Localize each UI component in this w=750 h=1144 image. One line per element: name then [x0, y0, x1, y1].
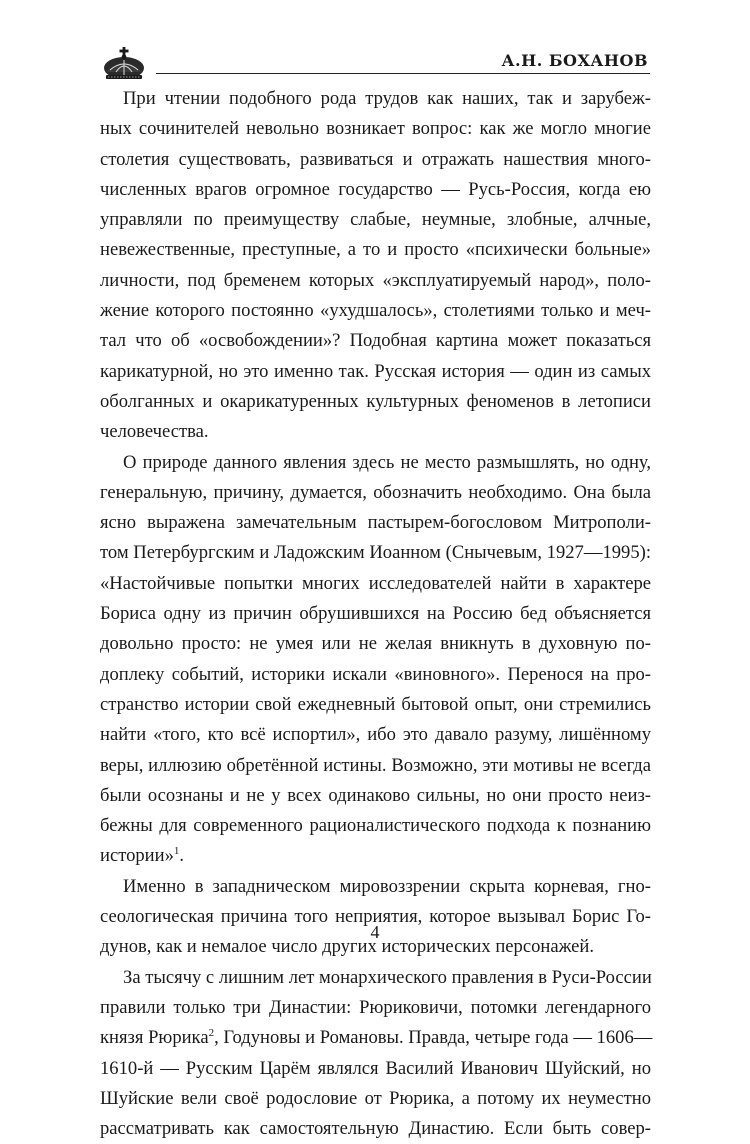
text-line: численных врагов огромное государство — Русь-Россия, когда ею — [100, 178, 651, 200]
text-line: странство истории свой ежедневный бытовой опыт, они стремились — [100, 693, 651, 715]
text-line: генеральную, причину, думается, обозначить необходимо. Она была — [100, 481, 651, 503]
text-segment: . — [179, 845, 185, 867]
text-line: За тысячу с лишним лет монархического правления в Руси-России — [123, 966, 652, 988]
text-line: сеологическая причина того неприятия, которое вызывал Борис Го- — [100, 906, 651, 928]
text-line: оболганных и окарикатуренных культурных феноменов в летописи — [100, 390, 651, 412]
footnote-mark[interactable]: 1 — [173, 845, 180, 858]
crown-icon — [100, 42, 148, 82]
text-line — [100, 841, 651, 871]
text-segment: , Годуновы и Романовы. Правда, четыре года — 1606— — [214, 1027, 653, 1049]
text-line: довольно просто: не умея или не желая вникнуть в духовную по- — [100, 633, 651, 655]
text-line: тал что об «освобождении»? Подобная картина может показаться — [100, 330, 651, 352]
text-segment: истории» — [100, 845, 174, 867]
text-line: При чтении подобного рода трудов как наших, так и зарубеж- — [123, 88, 651, 109]
text-line: управляли по преимуществу слабые, неумные, злобные, алчные, — [100, 209, 651, 231]
header-rule — [156, 73, 650, 74]
text-line: карикатурной, но это именно так. Русская история — один из самых — [100, 360, 651, 382]
text-line: столетия существовать, развиваться и отражать нашествия много- — [100, 148, 651, 170]
text-line: жение которого постоянно «ухудшалось», столетиями только и меч- — [100, 300, 651, 322]
paragraph-3 — [100, 872, 651, 963]
text-line: «Настойчивые попытки многих исследователей найти в характере — [100, 572, 651, 594]
text-line: бежны для современного рационалистического подхода к познанию — [100, 815, 651, 837]
text-line: дунов, как и немалое число других исторических персонажей. — [100, 936, 595, 958]
text-line: Бориса одну из причин обрушившихся на Россию бед объясняется — [100, 603, 651, 625]
paragraph-4 — [100, 963, 651, 1144]
running-header — [100, 42, 650, 82]
text-line: ных сочинителей невольно возникает вопрос: как же могло многие — [100, 118, 651, 140]
text-line: Шуйские вели своё родословие от Рюрика, а потому их неуместно — [100, 1087, 651, 1109]
text-line: рассматривать как самостоятельную Династию. Если быть совер- — [100, 1118, 651, 1140]
text-line: найти «того, кто всё испортил», ибо это давало разуму, лишённому — [100, 724, 651, 746]
text-line: веры, иллюзию обретённой истины. Возможно, эти мотивы не всегда — [100, 754, 651, 776]
author-name: А.Н. БОХАНОВ — [501, 51, 648, 70]
text-line: 1610-й — Русским Царём являлся Василий Иванович Шуйский, но — [100, 1057, 651, 1079]
text-line: человечества. — [100, 421, 209, 443]
text-line: том Петербургским и Ладожским Иоанном (Снычевым, 1927—1995): — [100, 542, 651, 564]
text-line: доплеку событий, историки искали «виновного». Перенося на про- — [100, 663, 651, 685]
text-line: Именно в западническом мировоззрении скрыта корневая, гно- — [123, 875, 651, 897]
text-line: невежественные, преступные, а то и просто «психически больные» — [100, 239, 651, 261]
text-line: ясно выражена замечательным пастырем-богословом Митрополи- — [100, 512, 651, 534]
text-line: личности, под бременем которых «эксплуатируемый народ», поло- — [100, 269, 651, 291]
footnote-mark[interactable]: 2 — [208, 1027, 215, 1040]
paragraph-1 — [100, 84, 651, 448]
text-line — [100, 1023, 651, 1053]
text-line: правили только три Династии: Рюриковичи, потомки легендарного — [100, 996, 651, 1018]
paragraph-2 — [100, 448, 651, 872]
text-line: были осознаны и не у всех одинаково сильны, но они просто неиз- — [100, 784, 651, 806]
text-line: О природе данного явления здесь не место размышлять, но одну, — [123, 451, 651, 473]
page-number: 4 — [370, 922, 380, 942]
body-text — [100, 84, 651, 1144]
text-segment: князя Рюрика — [100, 1027, 209, 1049]
